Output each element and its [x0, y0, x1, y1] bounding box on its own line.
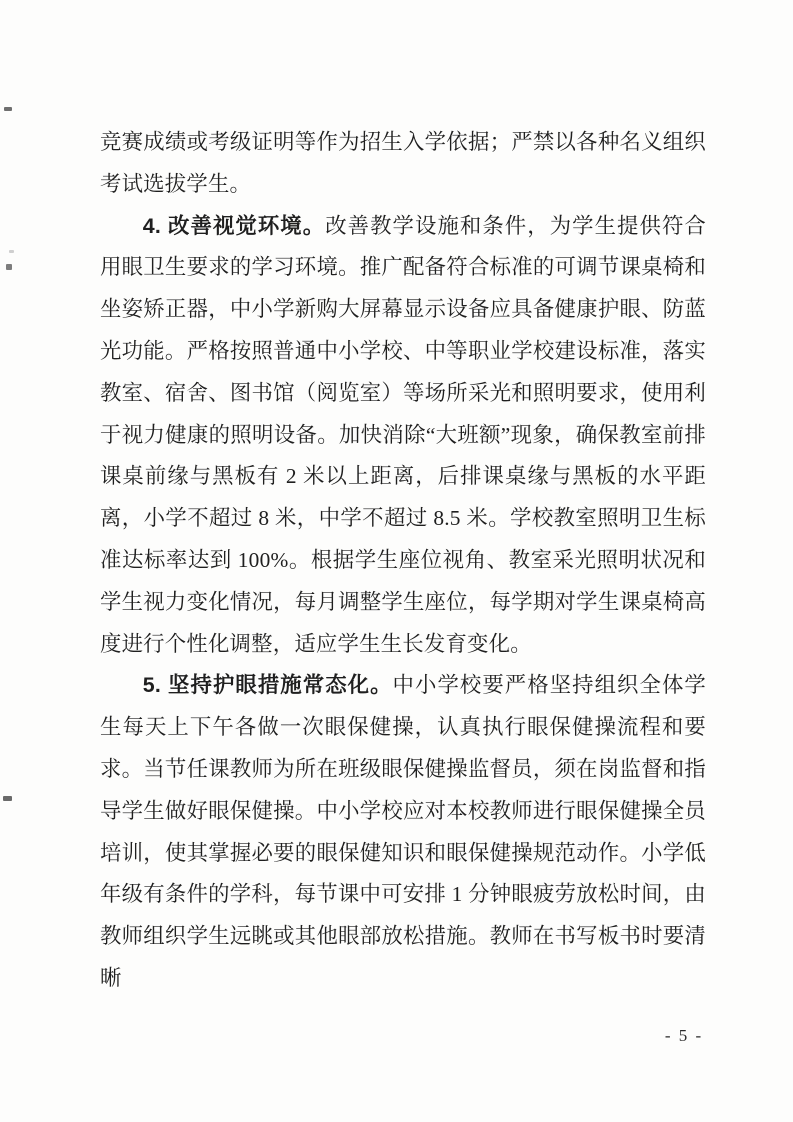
- scan-artifact: [4, 107, 12, 111]
- paragraph-item-4: [100, 206, 706, 666]
- paragraph-lead: 4. 改善视觉环境。: [142, 213, 326, 238]
- paragraph-continuation: [100, 122, 706, 206]
- scan-artifact: [3, 796, 12, 801]
- paragraph-item-5: [100, 665, 706, 999]
- paragraph-text: 竞赛成绩或考级证明等作为招生入学依据；严禁以各种名义组织考试选拔学生。: [100, 130, 706, 196]
- page-number: - 5 -: [664, 1026, 704, 1045]
- paragraph-text: 改善教学设施和条件，为学生提供符合用眼卫生要求的学习环境。推广配备符合标准的可调节课桌椅和坐姿矫正器，中小学新购大屏幕显示设备应具备健康护眼、防蓝光功能。严格按照普通中小学校、中等职业学校建设标准，落实教室、宿舍、图书馆（阅览室）等场所采光和照明要求，使用利于视力健康的照明设备。加快消除“大班额”现象，确保教室前排课桌前缘与黑板有 2 米以上距离，后排课桌缘与黑板的水平距离，小学不超过 8 米，中学不超过 8.5 米。学校教室照明卫生标准达标率达到 100%。根据学生座位视角、教室采光照明状况和学生视力变化情况，每月调整学生座位，每学期对学生课桌椅高度进行个性化调整，适应学生生长发育变化。: [100, 213, 706, 656]
- paragraph-lead: 5. 坚持护眼措施常态化。: [142, 673, 393, 698]
- paragraph-text: 中小学校要严格坚持组织全体学生每天上下午各做一次眼保健操，认真执行眼保健操流程和要求。当节任课教师为所在班级眼保健操监督员，须在岗监督和指导学生做好眼保健操。中小学校应对本校教师进行眼保健操全员培训，使其掌握必要的眼保健知识和眼保健操规范动作。小学低年级有条件的学科，每节课中可安排 1 分钟眼疲劳放松时间，由教师组织学生远眺或其他眼部放松措施。教师在书写板书时要清晰: [100, 673, 706, 990]
- scan-artifact: [6, 264, 12, 270]
- document-body: [100, 122, 706, 1000]
- scan-artifact: [9, 250, 14, 253]
